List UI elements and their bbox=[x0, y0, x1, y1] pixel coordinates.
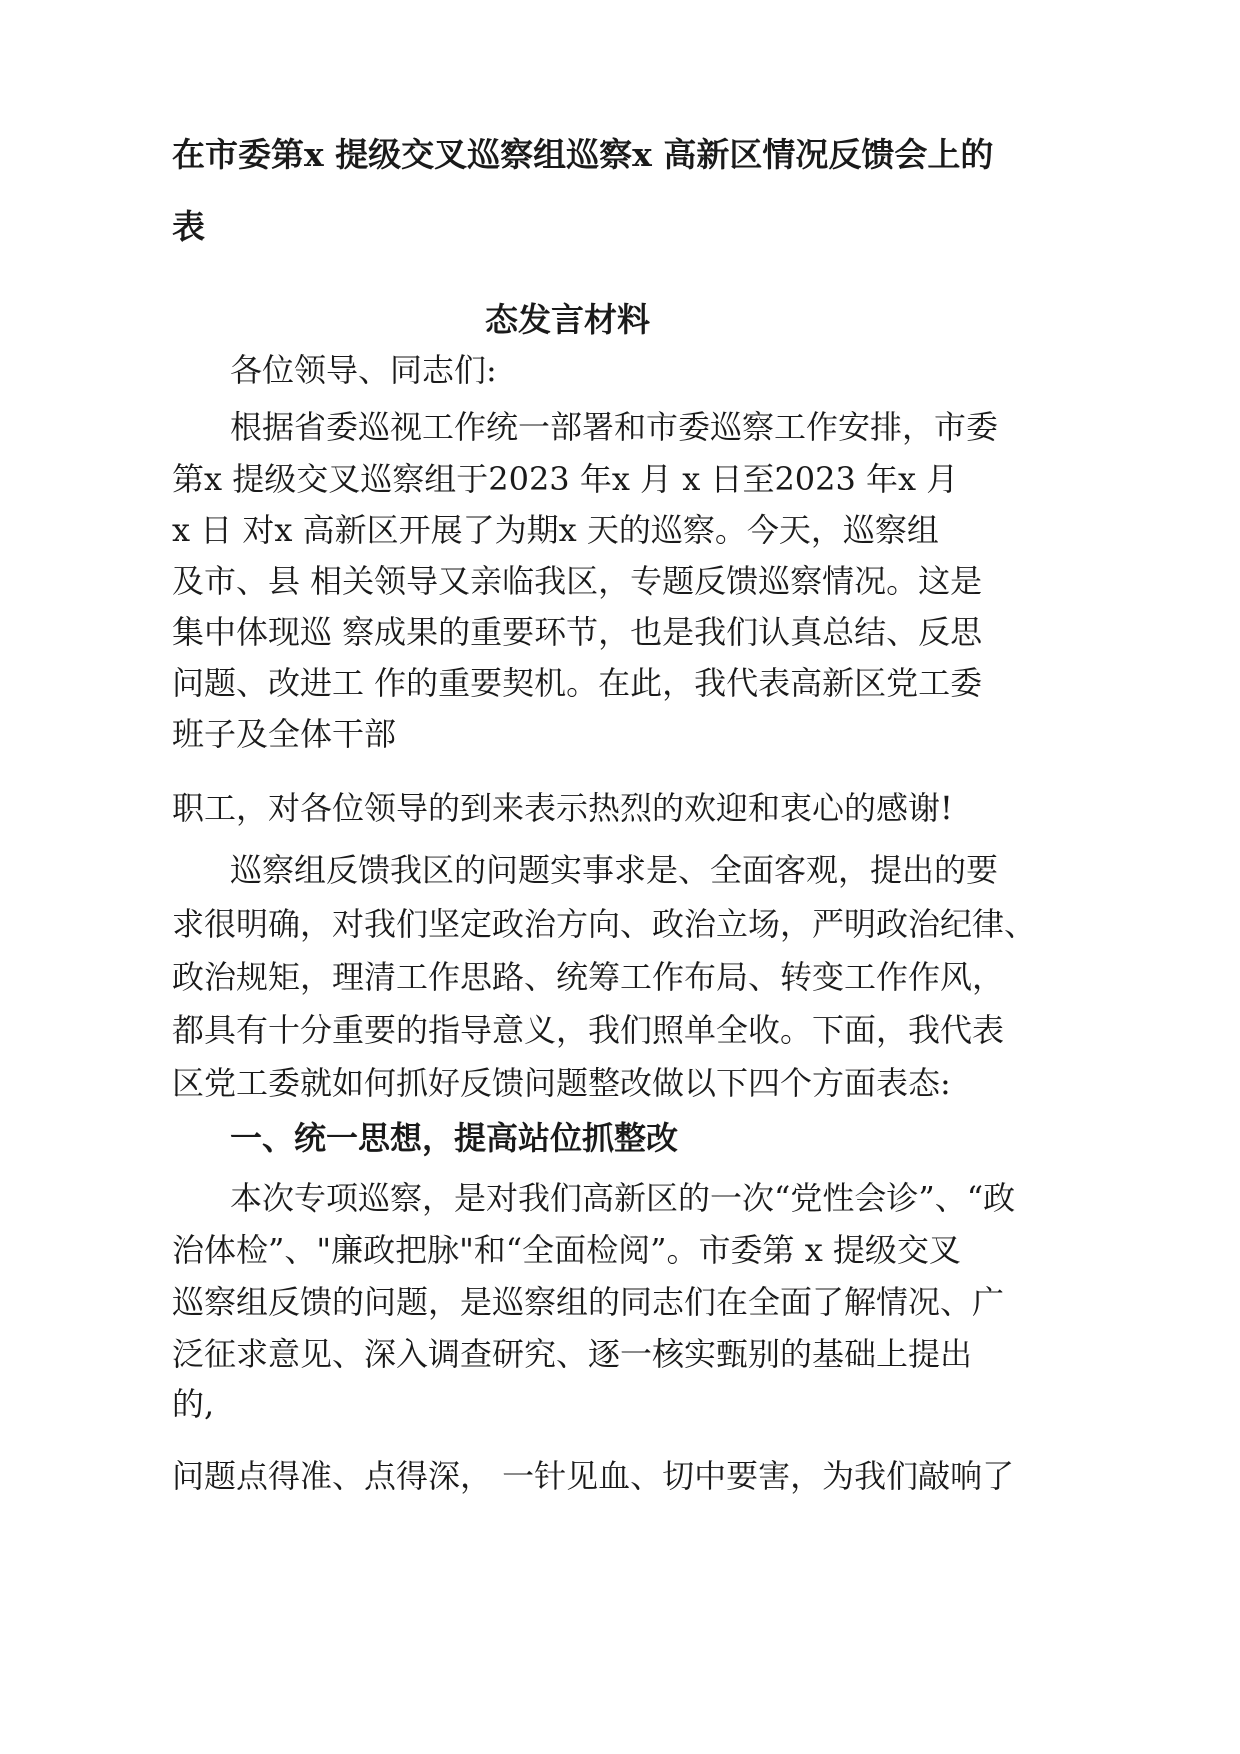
paragraph-1-line: x 日 对x 高新区开展了为期x 天的巡察。今天，巡察组 bbox=[172, 511, 939, 549]
salutation: 各位领导、同志们: bbox=[230, 351, 497, 389]
paragraph-3-line: 巡察组反馈的问题，是巡察组的同志们在全面了解情况、广 bbox=[172, 1283, 1005, 1321]
title-line-2: 表 bbox=[172, 207, 205, 246]
paragraph-2-line: 巡察组反馈我区的问题实事求是、全面客观，提出的要 bbox=[230, 851, 999, 889]
paragraph-1-continued: 职工，对各位领导的到来表示热烈的欢迎和衷心的感谢! bbox=[172, 789, 953, 827]
paragraph-2-line: 区党工委就如何抓好反馈问题整改做以下四个方面表态: bbox=[172, 1064, 951, 1102]
paragraph-1-line: 班子及全体干部 bbox=[172, 715, 397, 753]
paragraph-1-line: 第x 提级交叉巡察组于2023 年x 月 x 日至2023 年x 月 bbox=[172, 460, 959, 498]
paragraph-1-line: 根据省委巡视工作统一部署和市委巡察工作安排，市委 bbox=[230, 408, 999, 446]
paragraph-2-line: 都具有十分重要的指导意义，我们照单全收。下面，我代表 bbox=[172, 1011, 1005, 1049]
paragraph-3-line: 治体检”、"廉政把脉"和“全面检阅”。市委第 x 提级交叉 bbox=[172, 1231, 961, 1269]
section-heading-1: 一、统一思想，提高站位抓整改 bbox=[230, 1119, 679, 1157]
paragraph-3-line: 的, bbox=[172, 1385, 215, 1423]
paragraph-3-line: 泛征求意见、深入调查研究、逐一核实甄别的基础上提出 bbox=[172, 1335, 973, 1373]
paragraph-1-line: 集中体现巡 察成果的重要环节，也是我们认真总结、反思 bbox=[172, 613, 983, 651]
paragraph-2-line: 政治规矩，理清工作思路、统筹工作布局、转变工作作风， bbox=[172, 958, 1005, 996]
title-line-1: 在市委第x 提级交叉巡察组巡察x 高新区情况反馈会上的 bbox=[172, 135, 994, 174]
paragraph-2-line: 求很明确，对我们坚定政治方向、政治立场，严明政治纪律、 bbox=[172, 905, 1037, 943]
title-line-3: 态发言材料 bbox=[485, 300, 650, 339]
paragraph-3-line: 本次专项巡察，是对我们高新区的一次“党性会诊”、“政 bbox=[230, 1179, 1016, 1217]
paragraph-1-line: 及市、县 相关领导又亲临我区，专题反馈巡察情况。这是 bbox=[172, 562, 983, 600]
paragraph-3-continued: 问题点得准、点得深， 一针见血、切中要害，为我们敲响了 bbox=[172, 1457, 1015, 1495]
paragraph-1-line: 问题、改进工 作的重要契机。在此，我代表高新区党工委 bbox=[172, 664, 983, 702]
